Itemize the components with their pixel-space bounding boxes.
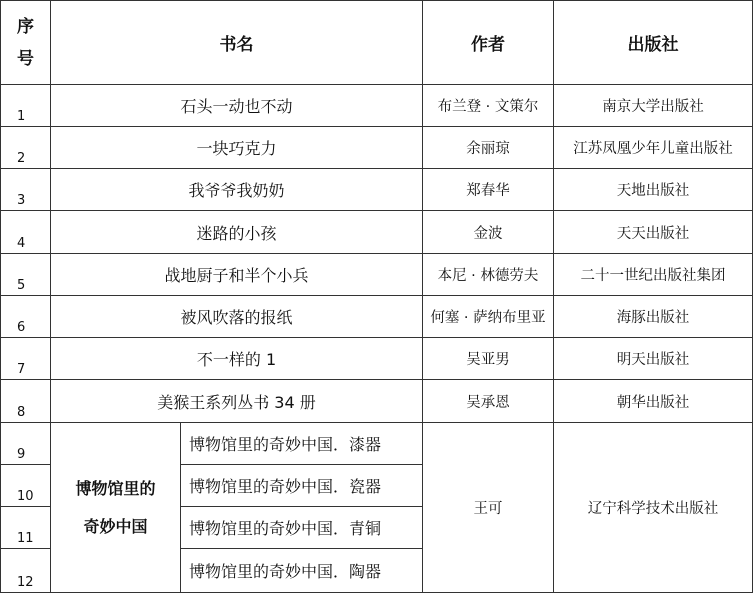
header-publisher: 出版社 bbox=[554, 1, 753, 85]
row-number: 5 bbox=[1, 254, 51, 296]
header-author: 作者 bbox=[423, 1, 554, 85]
book-author: 何塞 · 萨纳布里亚 bbox=[423, 296, 554, 338]
book-author: 余丽琼 bbox=[423, 127, 554, 169]
series-author: 王可 bbox=[423, 423, 554, 593]
book-title: 博物馆里的奇妙中国．瓷器 bbox=[181, 465, 423, 507]
row-number: 8 bbox=[1, 380, 51, 423]
book-author: 布兰登 · 文策尔 bbox=[423, 85, 554, 127]
book-publisher: 海豚出版社 bbox=[554, 296, 753, 338]
book-author: 吴承恩 bbox=[423, 380, 554, 423]
book-title: 博物馆里的奇妙中国．漆器 bbox=[181, 423, 423, 465]
book-publisher: 明天出版社 bbox=[554, 338, 753, 380]
book-publisher: 朝华出版社 bbox=[554, 380, 753, 423]
row-number: 1 bbox=[1, 85, 51, 127]
book-publisher: 二十一世纪出版社集团 bbox=[554, 254, 753, 296]
book-author: 吴亚男 bbox=[423, 338, 554, 380]
header-seq-line1: 序 bbox=[17, 16, 34, 37]
header-row bbox=[1, 1, 753, 85]
book-title: 博物馆里的奇妙中国．青铜 bbox=[181, 507, 423, 549]
row-number: 4 bbox=[1, 211, 51, 254]
table-row bbox=[1, 296, 753, 338]
series-name-line2: 奇妙中国 bbox=[83, 516, 148, 536]
row-number: 6 bbox=[1, 296, 51, 338]
table-row bbox=[1, 85, 753, 127]
book-publisher: 天天出版社 bbox=[554, 211, 753, 254]
table-row bbox=[1, 338, 753, 380]
header-seq-line2: 号 bbox=[17, 48, 34, 69]
series-publisher: 辽宁科学技术出版社 bbox=[554, 423, 753, 593]
table-row bbox=[1, 127, 753, 169]
book-title: 迷路的小孩 bbox=[51, 211, 423, 254]
book-title: 石头一动也不动 bbox=[51, 85, 423, 127]
book-title: 战地厨子和半个小兵 bbox=[51, 254, 423, 296]
table-row bbox=[1, 380, 753, 423]
book-title: 一块巧克力 bbox=[51, 127, 423, 169]
book-title: 被风吹落的报纸 bbox=[51, 296, 423, 338]
row-number: 12 bbox=[1, 549, 51, 593]
book-author: 金波 bbox=[423, 211, 554, 254]
table-row bbox=[1, 423, 753, 465]
table-row bbox=[1, 169, 753, 211]
table-row bbox=[1, 211, 753, 254]
header-seq bbox=[1, 1, 51, 85]
row-number: 10 bbox=[1, 465, 51, 507]
table-row bbox=[1, 254, 753, 296]
row-number: 7 bbox=[1, 338, 51, 380]
series-name-line1: 博物馆里的 bbox=[75, 478, 156, 498]
book-publisher: 南京大学出版社 bbox=[554, 85, 753, 127]
book-title: 不一样的 1 bbox=[51, 338, 423, 380]
row-number: 3 bbox=[1, 169, 51, 211]
book-publisher: 天地出版社 bbox=[554, 169, 753, 211]
book-title: 我爷爷我奶奶 bbox=[51, 169, 423, 211]
series-name bbox=[51, 423, 181, 593]
book-publisher: 江苏凤凰少年儿童出版社 bbox=[554, 127, 753, 169]
row-number: 11 bbox=[1, 507, 51, 549]
row-number: 2 bbox=[1, 127, 51, 169]
header-title: 书名 bbox=[51, 1, 423, 85]
book-author: 郑春华 bbox=[423, 169, 554, 211]
book-author: 本尼 · 林德劳夫 bbox=[423, 254, 554, 296]
row-number: 9 bbox=[1, 423, 51, 465]
book-title: 美猴王系列丛书 34 册 bbox=[51, 380, 423, 423]
book-title: 博物馆里的奇妙中国．陶器 bbox=[181, 549, 423, 593]
